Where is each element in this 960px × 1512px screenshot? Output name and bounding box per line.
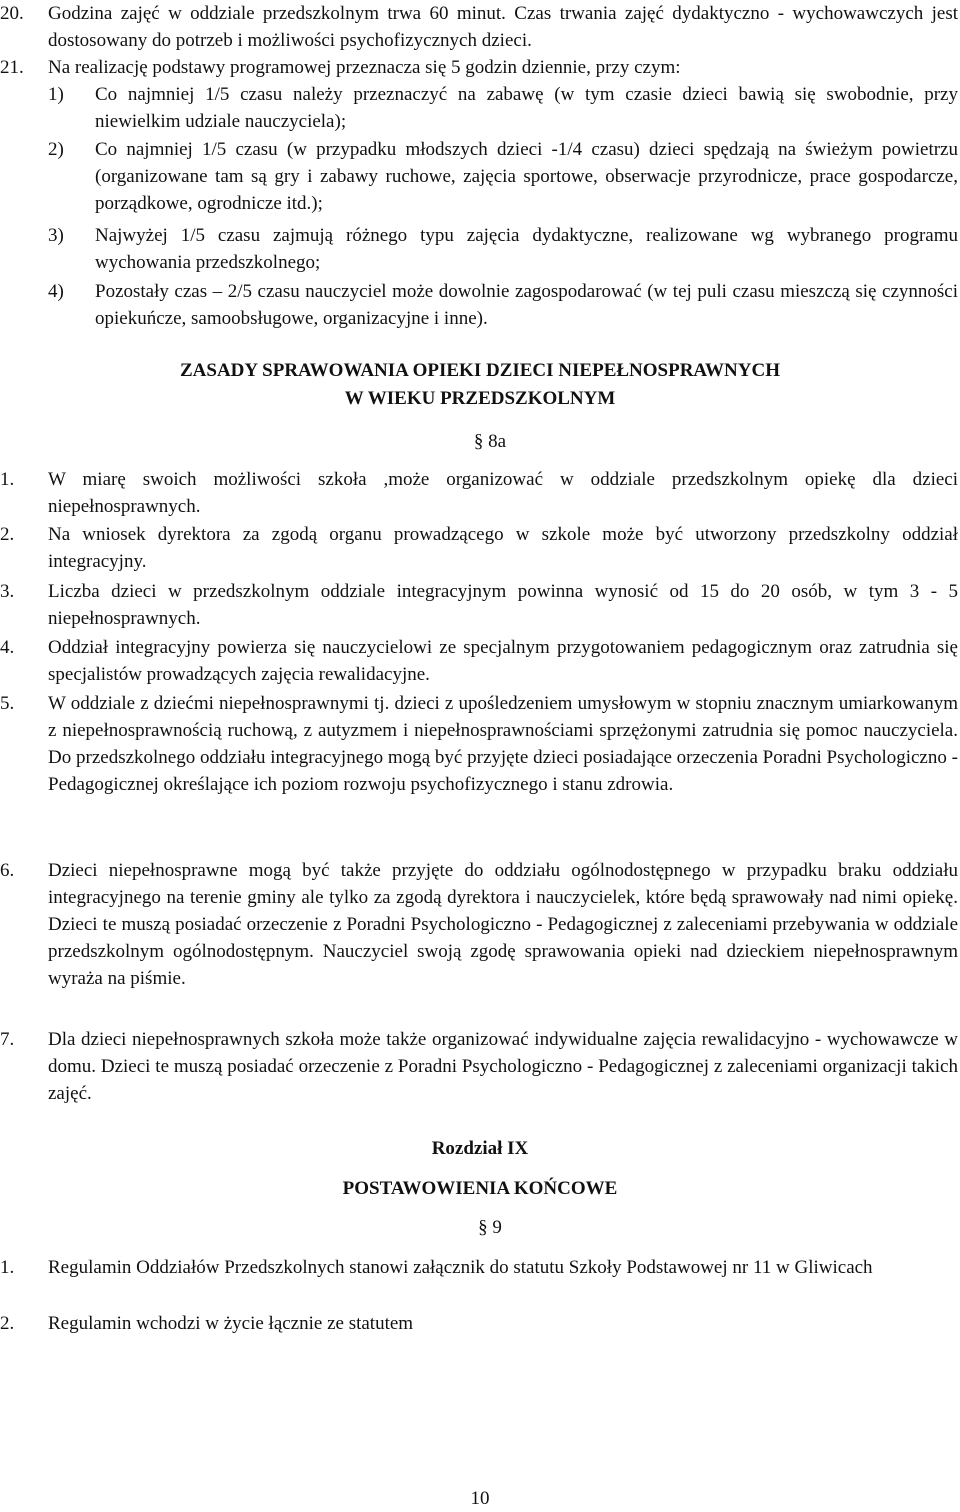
chapter-title: POSTAWOWIENIA KOŃCOWE <box>342 1178 618 1199</box>
page-number: 10 <box>470 1488 490 1509</box>
paragraph-number: 8a <box>488 431 507 452</box>
section2-item-1 <box>0 1254 958 1281</box>
sub-item-text: Co najmniej 1/5 czasu należy przeznaczyć na zabawę (w tym czasie dzieci bawią się swobodnie, przy niewielkim udziale nauczyciela); <box>95 84 958 132</box>
item-text: Oddział integracyjny powierza się nauczycielowi ze specjalnym przygotowaniem pedagogicznym oraz zatrudnia się specjalistów prowadzących zajęcia rewalidacyjne. <box>48 637 958 685</box>
section1-item-7 <box>0 1026 958 1107</box>
paragraph-symbol: § <box>478 1217 488 1238</box>
sub-item-number: 1) <box>48 84 64 105</box>
paragraph-heading <box>0 428 960 455</box>
sub-item-text: Co najmniej 1/5 czasu (w przypadku młodszych dzieci -1/4 czasu) dzieci spędzają na świeżym powietrzu (organizowane tam są gry i zabawy ruchowe, zajęcia sportowe, obserwacje przyrodnicze, prace gospodarcze, porządkowe, ogrodnicze itd.); <box>95 139 958 214</box>
item-text: Regulamin wchodzi w życie łącznie ze statutem <box>48 1313 414 1334</box>
item-number: 5. <box>0 693 15 714</box>
item-text: Dla dzieci niepełnosprawnych szkoła może także organizować indywidualne zajęcia rewalidacyjno - wychowawcze w domu. Dzieci te muszą posiadać orzeczenie z Poradni Psychologiczno - Pedagogicznej z zaleceniami organizacji takich zajęć. <box>48 1029 958 1104</box>
section1-item-3 <box>0 578 958 632</box>
section-title-line2: W WIEKU PRZEDSZKOLNYM <box>344 388 616 409</box>
sub-item-text: Pozostały czas – 2/5 czasu nauczyciel może dowolnie zagospodarować (w tej puli czasu mieszczą się czynności opiekuńcze, samoobsługowe, organizacyjne i inne). <box>95 281 958 329</box>
sub-item-4 <box>48 278 958 332</box>
item-number: 21. <box>0 57 24 78</box>
section1-item-6 <box>0 857 958 992</box>
item-number: 20. <box>0 3 24 24</box>
paragraph-number: 9 <box>492 1217 502 1238</box>
section2-item-2 <box>0 1310 958 1337</box>
item-text: W miarę swoich możliwości szkoła ,może organizować w oddziale przedszkolnym opiekę dla dzieci niepełnosprawnych. <box>48 469 958 517</box>
item-number: 2. <box>0 1313 15 1334</box>
sub-item-number: 3) <box>48 225 64 246</box>
item-text: Na wniosek dyrektora za zgodą organu prowadzącego w szkole może być utworzony przedszkolny oddział integracyjny. <box>48 524 958 572</box>
item-number: 2. <box>0 524 15 545</box>
item-text: Regulamin Oddziałów Przedszkolnych stanowi załącznik do statutu Szkoły Podstawowej nr 11 w Gliwicach <box>48 1257 873 1278</box>
item-text: Liczba dzieci w przedszkolnym oddziale integracyjnym powinna wynosić od 15 do 20 osób, w tym 3 - 5 niepełnosprawnych. <box>48 581 958 629</box>
section1-item-1 <box>0 466 958 520</box>
sub-item-number: 2) <box>48 139 64 160</box>
section1-item-2 <box>0 521 958 575</box>
sub-item-1 <box>48 81 958 135</box>
item-number: 1. <box>0 1257 15 1278</box>
sub-item-text: Najwyżej 1/5 czasu zajmują różnego typu zajęcia dydaktyczne, realizowane wg wybranego programu wychowania przedszkolnego; <box>95 225 958 273</box>
chapter-heading: Rozdział IX <box>431 1138 529 1159</box>
item-number: 6. <box>0 860 15 881</box>
sub-item-number: 4) <box>48 281 64 302</box>
item-text: W oddziale z dziećmi niepełnosprawnymi tj. dzieci z upośledzeniem umysłowym w stopniu znacznym umiarkowanym z niepełnosprawnością ruchową, z autyzmem i niepełnosprawnościami sprzężonymi zatrudnia się pomoc nauczyciela. Do przedszkolnego oddziału integracyjnego mogą być przyjęte dzieci posiadające orzeczenia Poradni Psychologiczno - Pedagogicznej określające ich poziom rozwoju psychofizycznego i stanu zdrowia. <box>48 693 958 795</box>
section-title-line1: ZASADY SPRAWOWANIA OPIEKI DZIECI NIEPEŁNOSPRAWNYCH <box>179 360 780 381</box>
section1-item-5 <box>0 690 958 798</box>
item-text: Na realizację podstawy programowej przeznacza się 5 godzin dziennie, przy czym: <box>48 57 681 78</box>
paragraph-heading-9 <box>0 1214 960 1241</box>
item-number: 3. <box>0 581 15 602</box>
item-number: 7. <box>0 1029 15 1050</box>
item-text: Godzina zajęć w oddziale przedszkolnym trwa 60 minut. Czas trwania zajęć dydaktyczno - wychowawczych jest dostosowany do potrzeb i możliwości psychofizycznych dzieci. <box>48 3 958 51</box>
list-item-21 <box>0 54 958 81</box>
item-number: 4. <box>0 637 15 658</box>
sub-item-3 <box>48 222 958 276</box>
paragraph-symbol: § <box>473 431 484 452</box>
item-text: Dzieci niepełnosprawne mogą być także przyjęte do oddziału ogólnodostępnego w przypadku braku oddziału integracyjnego na terenie gminy ale tylko za zgodą dyrektora i nauczycielek, które będą sprawowały nad nimi opiekę. Dzieci te muszą posiadać orzeczenie z Poradni Psychologiczno - Pedagogicznej z zaleceniami przebywania w oddziale przedszkolnym ogólnodostępnym. Nauczyciel swoją zgodę sprawowania opieki nad dzieckiem niepełnosprawnym wyraża na piśmie. <box>48 860 958 989</box>
list-item-20 <box>0 0 958 54</box>
sub-item-2 <box>48 136 958 217</box>
item-number: 1. <box>0 469 15 490</box>
section1-item-4 <box>0 634 958 688</box>
